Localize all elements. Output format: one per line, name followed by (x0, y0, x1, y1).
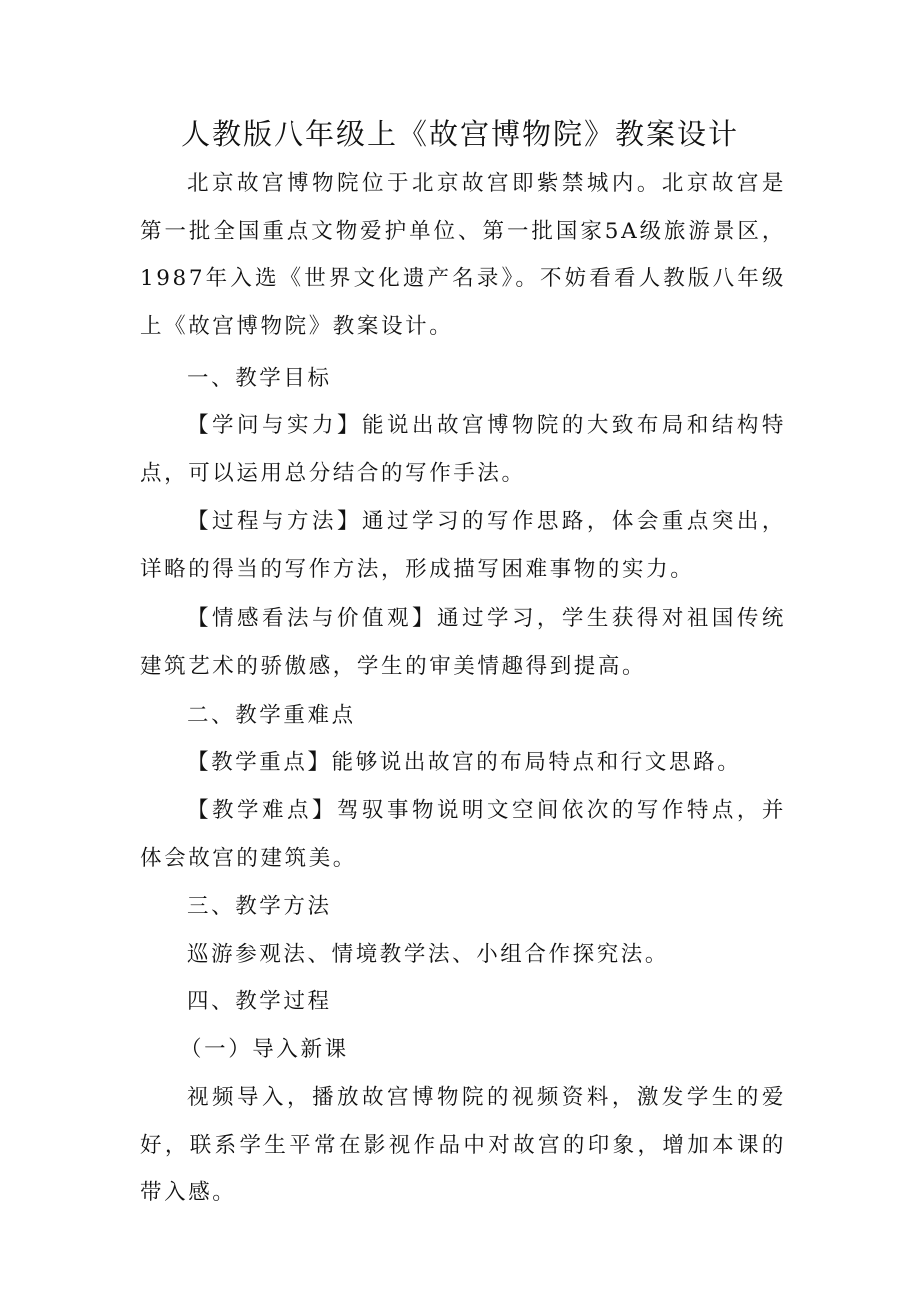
intro-activity-paragraph: 视频导入，播放故宫博物院的视频资料，激发学生的爱好，联系学生平常在影视作品中对故宫的印象，增加本课的带入感。 (140, 1085, 786, 1205)
key-point-paragraph: 【教学重点】能够说出故宫的布局特点和行文思路。 (187, 750, 742, 775)
goal-knowledge-paragraph: 【学问与实力】能说出故宫博物院的大致布局和结构特点，可以运用总分结合的写作手法。 (140, 413, 786, 486)
document-title: 人教版八年级上《故宫博物院》教案设计 (180, 117, 739, 151)
subsection-heading-intro: （一）导入新课 (180, 1037, 349, 1062)
section-heading-key-points: 二、教学重难点 (187, 703, 356, 728)
difficult-point-paragraph: 【教学难点】驾驭事物说明文空间依次的写作特点，并体会故宫的建筑美。 (140, 798, 786, 871)
goal-emotion-paragraph: 【情感看法与价值观】通过学习，学生获得对祖国传统建筑艺术的骄傲感，学生的审美情趣得到提高。 (140, 606, 786, 679)
goal-process-paragraph: 【过程与方法】通过学习的写作思路，体会重点突出，详略的得当的写作方法，形成描写困难事物的实力。 (140, 509, 786, 582)
section-heading-methods: 三、教学方法 (187, 894, 332, 919)
section-heading-goals: 一、教学目标 (187, 366, 332, 391)
intro-paragraph: 北京故宫博物院位于北京故宫即紫禁城内。北京故宫是第一批全国重点文物爱护单位、第一批国家5A级旅游景区，1987年入选《世界文化遗产名录》。不妨看看人教版八年级上《故宫博物院》教案设计。 (140, 171, 786, 339)
methods-text: 巡游参观法、情境教学法、小组合作探究法。 (187, 942, 670, 967)
section-heading-process: 四、教学过程 (187, 989, 332, 1014)
